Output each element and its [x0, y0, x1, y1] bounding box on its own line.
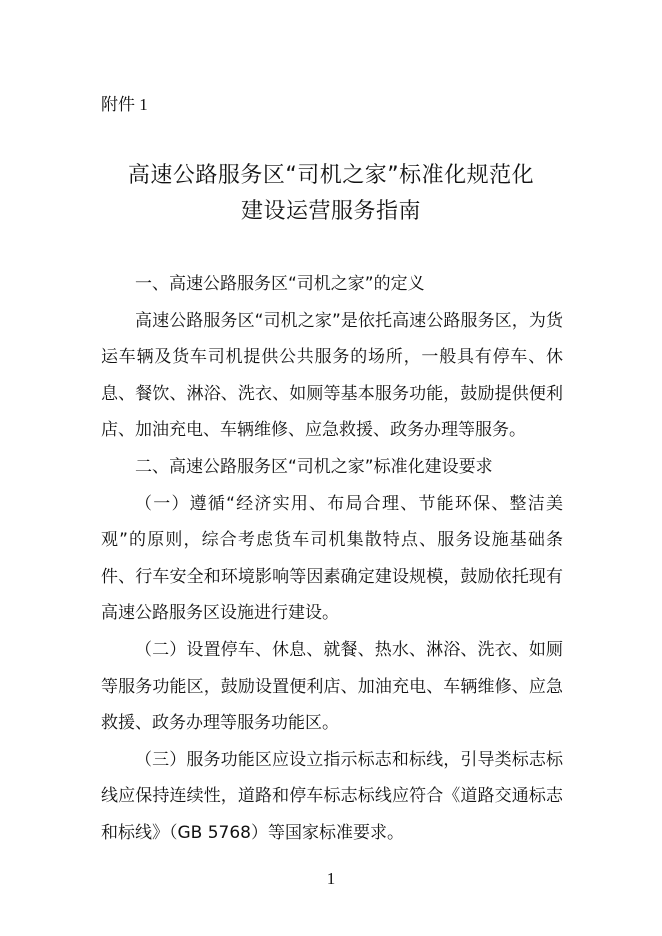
paragraph-item-1: （一）遵循“经济实用、布局合理、节能环保、整洁美观”的原则，综合考虑货车司机集散特点、服务设施基础条件、行车安全和环境影响等因素确定建设规模，鼓励依托现有高速公路服务区设施进行建设。 — [101, 493, 563, 624]
page-number: 1 — [326, 869, 336, 888]
document-body — [101, 266, 563, 852]
paragraph-item-2: （二）设置停车、休息、就餐、热水、淋浴、洗衣、如厕等服务功能区，鼓励设置便利店、加油充电、车辆维修、应急救援、政务办理等服务功能区。 — [101, 639, 563, 734]
paragraph-item-3: （三）服务功能区应设立指示标志和标线，引导类标志标线应保持连续性，道路和停车标志标线应符合《道路交通标志和标线》（GB 5768）等国家标准要求。 — [101, 749, 563, 843]
section-heading-2: 二、高速公路服务区“司机之家”标准化建设要求 — [135, 456, 493, 477]
document-title-line-2: 建设运营服务指南 — [240, 199, 421, 224]
document-title-line-1: 高速公路服务区“司机之家”标准化规范化 — [127, 163, 535, 188]
paragraph-definition: 高速公路服务区“司机之家”是依托高速公路服务区，为货运车辆及货车司机提供公共服务的场所，一般具有停车、休息、餐饮、淋浴、洗衣、如厕等基本服务功能，鼓励提供便利店、加油充电、车辆维修、应急救援、政务办理等服务。 — [101, 310, 563, 441]
attachment-label: 附件 1 — [101, 95, 148, 114]
section-heading-1: 一、高速公路服务区“司机之家”的定义 — [135, 274, 425, 294]
